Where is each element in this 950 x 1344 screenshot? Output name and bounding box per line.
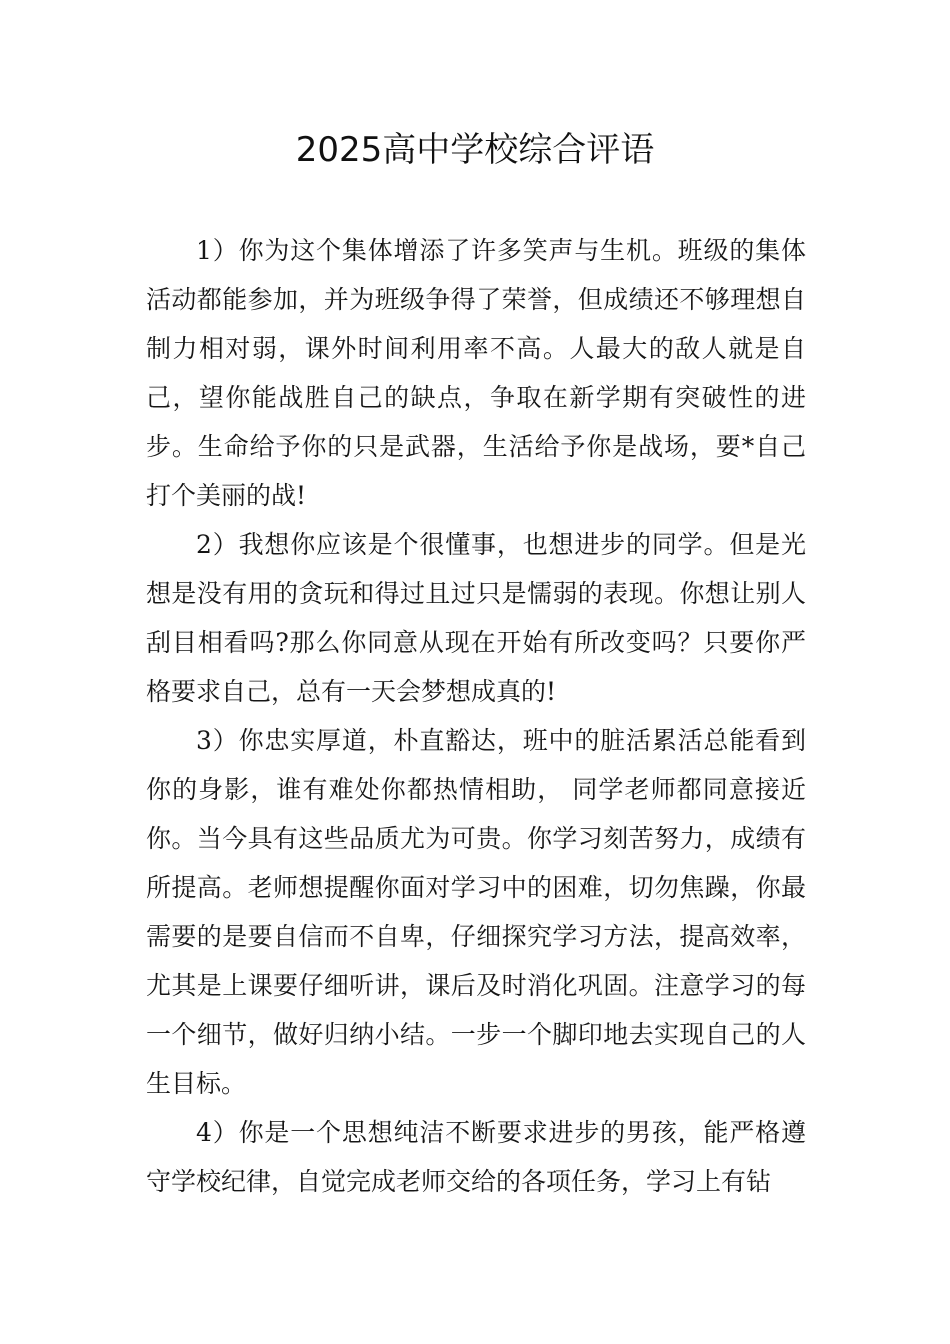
document-title: 2025高中学校综合评语 — [295, 130, 655, 170]
document-body — [146, 226, 806, 1206]
paragraph-3: 3）你忠实厚道，朴直豁达，班中的脏活累活总能看到你的身影，谁有难处你都热情相助， 同学老师都同意接近你。当今具有这些品质尤为可贵。你学习刻苦努力，成绩有所提高。老师想提醒你面对学习中的困难，切勿焦躁，你最需要的是要自信而不自卑，仔细探究学习方法，提高效率，尤其是上课要仔细听讲，课后及时消化巩固。注意学习的每一个细节，做好归纳小结。一步一个脚印地去实现自己的人生目标。 — [146, 726, 806, 1098]
paragraph-4: 4）你是一个思想纯洁不断要求进步的男孩，能严格遵守学校纪律，自觉完成老师交给的各项任务，学习上有钻 — [146, 1118, 806, 1196]
paragraph-2: 2）我想你应该是个很懂事，也想进步的同学。但是光想是没有用的贪玩和得过且过只是懦弱的表现。你想让别人刮目相看吗?那么你同意从现在开始有所改变吗？只要你严格要求自己，总有一天会梦想成真的! — [146, 530, 806, 706]
paragraph-1: 1）你为这个集体增添了许多笑声与生机。班级的集体活动都能参加，并为班级争得了荣誉，但成绩还不够理想自制力相对弱，课外时间利用率不高。人最大的敌人就是自己，望你能战胜自己的缺点，争取在新学期有突破性的进步。生命给予你的只是武器，生活给予你是战场，要*自己打个美丽的战! — [146, 236, 806, 510]
